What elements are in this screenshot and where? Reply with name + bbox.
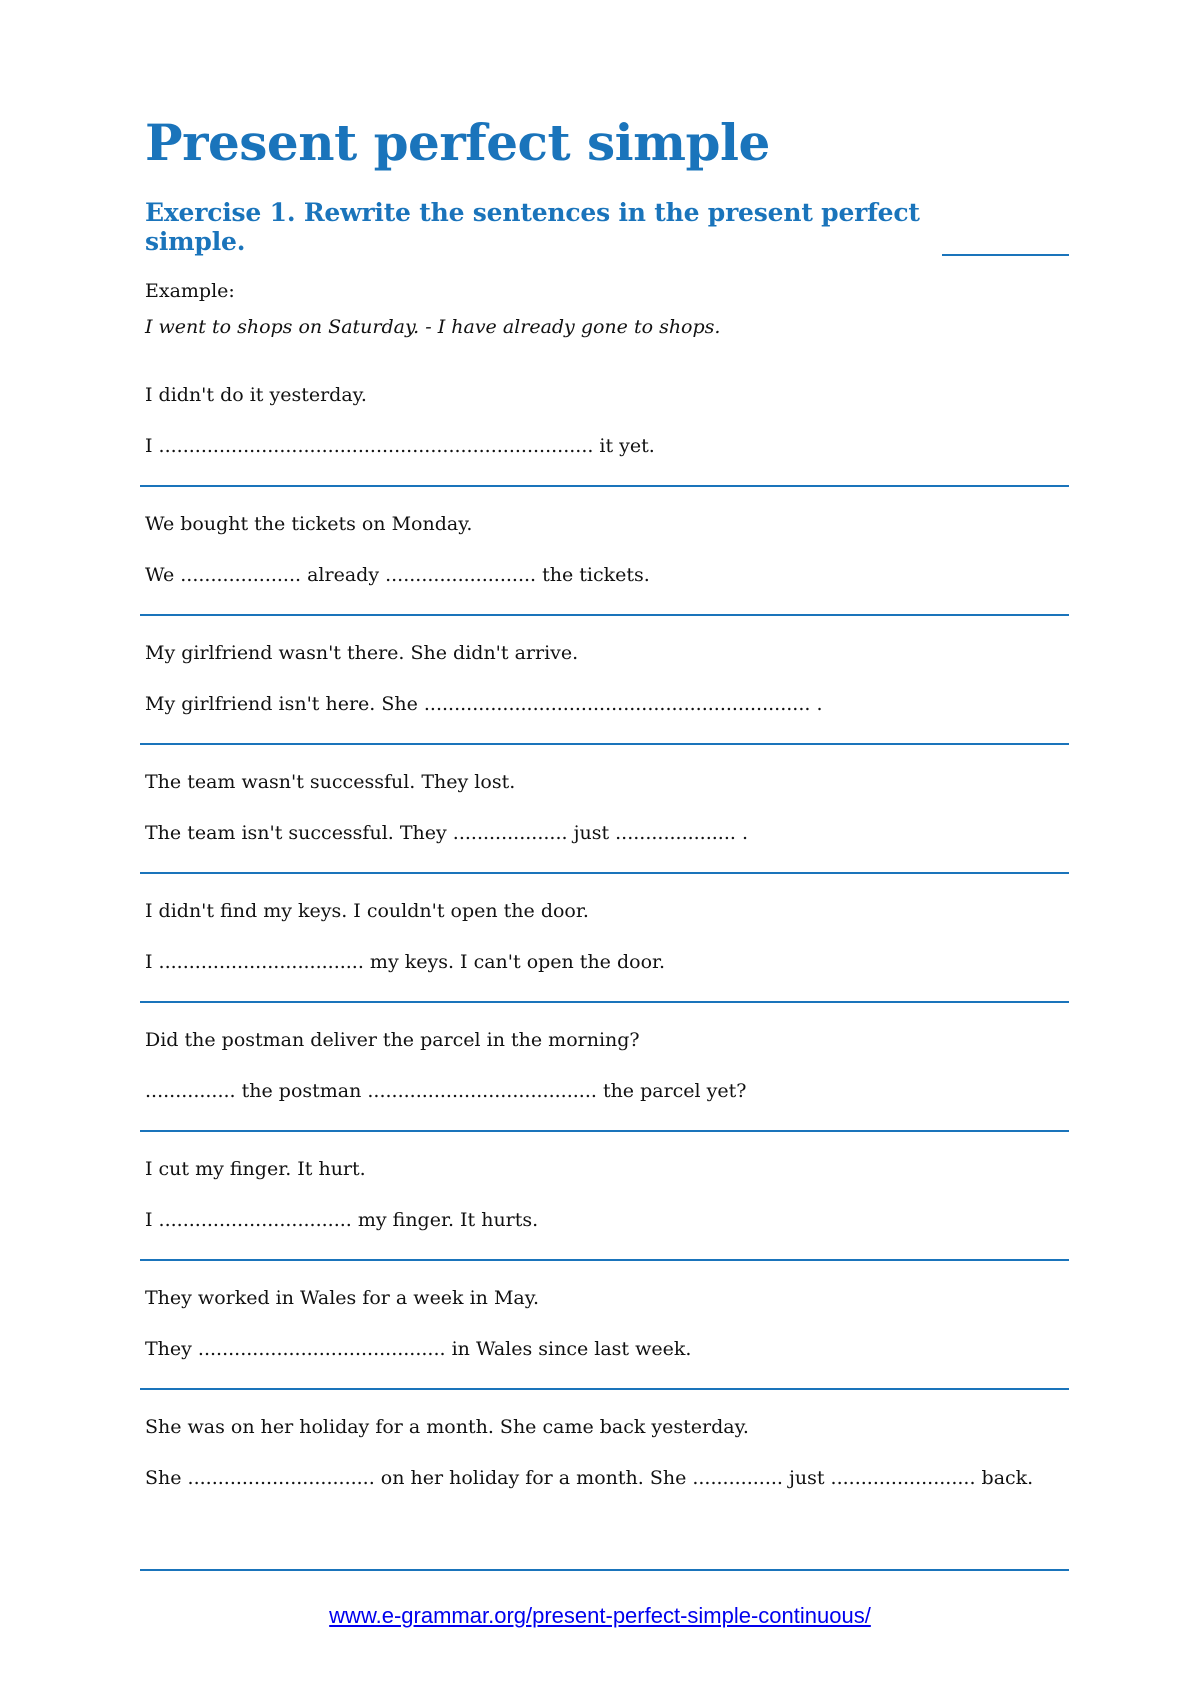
exercise-item-8	[140, 1261, 1069, 1390]
item-prompt: They worked in Wales for a week in May.	[145, 1287, 539, 1309]
item-answer-blank[interactable]: They ......................................... in Wales since last week.	[145, 1338, 692, 1360]
page-title: Present perfect simple	[145, 113, 770, 172]
exercise-item-7	[140, 1132, 1069, 1261]
exercise-item-2	[140, 487, 1069, 616]
footer	[0, 1603, 1200, 1629]
item-prompt: My girlfriend wasn't there. She didn't arrive.	[145, 642, 579, 664]
item-answer-blank[interactable]: She ............................... on her holiday for a month. She ............... just ........................ back.	[145, 1467, 1034, 1489]
item-answer-blank[interactable]: ............... the postman ...................................... the parcel yet?	[145, 1080, 747, 1102]
item-answer-blank[interactable]: The team isn't successful. They ................... just .................... .	[145, 822, 748, 844]
exercise-list	[140, 384, 1069, 1571]
item-answer-blank[interactable]: We .................... already ......................... the tickets.	[145, 564, 650, 586]
example-label: Example:	[145, 280, 235, 302]
exercise-item-1	[140, 384, 1069, 487]
item-answer-blank[interactable]: I ................................ my finger. It hurts.	[145, 1209, 539, 1231]
exercise-item-5	[140, 874, 1069, 1003]
item-answer-blank[interactable]: I .................................. my keys. I can't open the door.	[145, 951, 666, 973]
example-sentence: I went to shops on Saturday. - I have already gone to shops.	[145, 316, 721, 338]
item-prompt: Did the postman deliver the parcel in the morning?	[145, 1029, 640, 1051]
exercise-item-6	[140, 1003, 1069, 1132]
exercise-heading-text: Exercise 1. Rewrite the sentences in the present perfect simple.	[145, 198, 920, 256]
item-prompt: I cut my finger. It hurt.	[145, 1158, 366, 1180]
item-prompt: We bought the tickets on Monday.	[145, 513, 473, 535]
item-prompt: The team wasn't successful. They lost.	[145, 771, 516, 793]
item-prompt: I didn't find my keys. I couldn't open the door.	[145, 900, 589, 922]
worksheet	[145, 110, 1069, 1571]
item-prompt: She was on her holiday for a month. She came back yesterday.	[145, 1416, 749, 1438]
heading-blank-line	[942, 236, 1069, 256]
exercise-heading	[145, 198, 1069, 256]
item-answer-blank[interactable]: I ........................................................................ it yet.	[145, 435, 655, 457]
item-prompt: I didn't do it yesterday.	[145, 384, 367, 406]
exercise-item-4	[140, 745, 1069, 874]
item-answer-blank[interactable]: My girlfriend isn't here. She ................................................................ .	[145, 693, 823, 715]
exercise-item-3	[140, 616, 1069, 745]
footer-link[interactable]: www.e-grammar.org/present-perfect-simple-continuous/	[329, 1603, 871, 1628]
exercise-item-9	[140, 1390, 1069, 1571]
